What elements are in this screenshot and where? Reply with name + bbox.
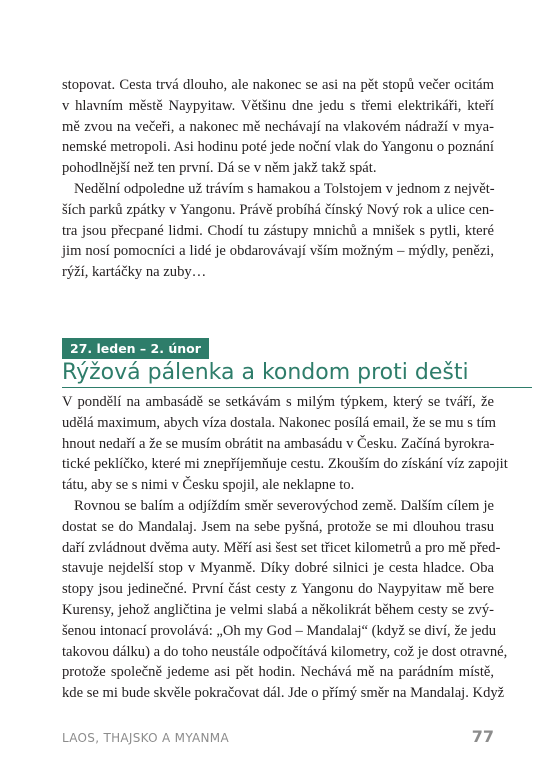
text-line: šenou intonací provolává: „Oh my God – Mandalaj“ (když se diví, že jedu [62, 622, 497, 639]
text-line: tické peklíčko, které mi znepříjemňuje cestu. Zkouším do získání víz zapojit [62, 456, 508, 473]
text-line: protože společně jedeme asi pět hodin. Nechává mě na parádním místě, [62, 664, 494, 681]
text-line: pohodlnější než ten první. Dá se v něm jakž takž spát. [62, 160, 377, 177]
text-line: Kurensy, jehož angličtina je velmi slabá a několikrát během cesty se zvý- [62, 601, 494, 618]
text-line: kde se mi bude skvěle pokračovat dál. Jde o přímý směr na Mandalaj. Když [62, 685, 505, 702]
text-line: udělá maximum, abych víza dostala. Nakonec posílá email, že se mu s tím [62, 414, 497, 431]
page-number: 77 [471, 727, 494, 746]
bottom-text-block [62, 392, 508, 704]
text-line: V pondělí na ambasádě se setkávám s milým týpkem, který se tváří, že [62, 394, 494, 410]
text-line: Nedělní odpoledne už trávím s hamakou a Tolstojem v jednom z největ- [74, 180, 495, 197]
section-date-badge: 27. leden – 2. únor [62, 338, 209, 359]
text-line: ších parků zpátky v Yangonu. Právě probíhá čínský Nový rok a ulice cen- [62, 201, 494, 218]
text-line: tátu, aby se s nimi v Česku spojil, ale neklapne to. [62, 477, 355, 494]
paragraph-2 [62, 179, 494, 283]
running-title: LAOS, THAJSKO A MYANMA [62, 731, 229, 745]
text-line: stavuje nejdelší stop v Myanmě. Díky dobré silnici je cesta hladce. Oba [62, 560, 494, 577]
text-line: stopovat. Cesta trvá dlouho, ale nakonec se asi na pět stopů večer ocitám [62, 77, 494, 93]
text-line: dostat se do Mandalaj. Jsem na sebe pyšná, protože se mi dlouhou trasu [62, 518, 494, 535]
paragraph-3 [62, 392, 508, 496]
text-line: rýží, kartáčky na zuby… [62, 264, 207, 281]
text-line: jim nosí pomocníci a lidé je obdarovávají vším možným – mýdly, penězi, [62, 243, 494, 260]
section-divider [62, 387, 532, 388]
text-line: mě zvou na večeři, a nakonec mě nechávají na vlakovém nádraží v mya- [62, 118, 494, 135]
text-line: v hlavním městě Naypyitaw. Většinu dne jedu s třemi elektrikáři, kteří [62, 97, 494, 114]
section-title: Rýžová pálenka a kondom proti dešti [62, 360, 469, 385]
text-line: nemské metropoli. Asi hodinu poté jede noční vlak do Yangonu o poznání [62, 139, 494, 156]
top-text-block [62, 75, 494, 283]
text-line: daří zvládnout dvěma auty. Měří asi šest set třicet kilometrů a pro mě před- [62, 539, 501, 556]
text-line: hnout nedaří a že se musím obrátit na ambasádu v Česku. Začíná byrokra- [62, 435, 495, 452]
text-line: takovou dálku) a do toho neustále odpočítává kilometry, což je dost otravné, [62, 643, 508, 660]
text-line: tra jsou přecpané lidmi. Chodí tu zástupy mnichů a mnišek s pytli, které [62, 222, 494, 239]
paragraph-4 [62, 496, 508, 704]
text-line: stopy jsou jedinečné. První část cesty z Yangonu do Naypyitaw mě bere [62, 581, 494, 598]
text-line: Rovnou se balím a odjíždím směr severovýchod země. Dalším cílem je [74, 497, 494, 514]
paragraph-1 [62, 75, 494, 179]
